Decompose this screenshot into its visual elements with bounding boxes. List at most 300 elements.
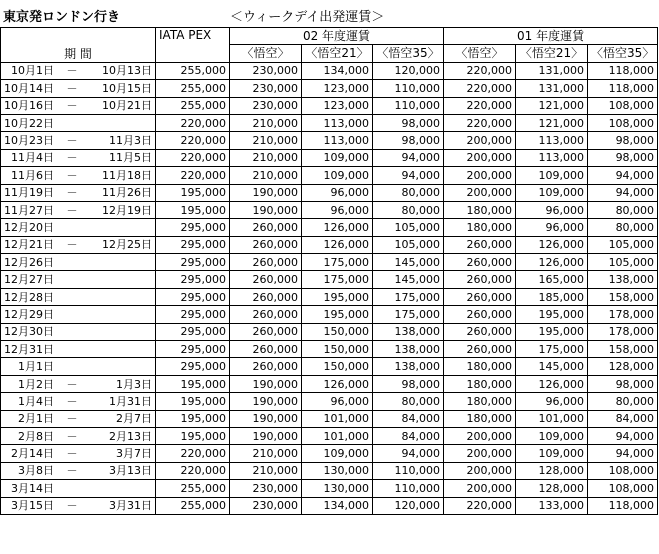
year02-goku21-cell: 126,000: [302, 375, 373, 392]
year02-goku35-cell: 98,000: [373, 375, 444, 392]
iata-pex-cell: 195,000: [156, 427, 230, 444]
year02-goku35-cell: 145,000: [373, 271, 444, 288]
period-from: 2月8日: [18, 429, 54, 443]
iata-pex-cell: 295,000: [156, 358, 230, 375]
year01-goku21-cell: 126,000: [516, 375, 588, 392]
period-to: 2月13日: [109, 429, 152, 443]
year02-goku-cell: 230,000: [230, 62, 302, 79]
table-body: [1, 62, 658, 514]
table-row: [1, 132, 658, 149]
year02-goku21-header: 〈悟空21〉: [302, 45, 373, 62]
year01-goku35-cell: 108,000: [588, 462, 658, 479]
year01-goku-cell: 200,000: [444, 462, 516, 479]
period-from: 11月19日: [4, 186, 54, 200]
period-to: 3月7日: [116, 447, 152, 461]
table-row: [1, 62, 658, 79]
period-dash: －: [66, 186, 78, 200]
period-from: 10月16日: [4, 99, 54, 113]
year02-goku-cell: 210,000: [230, 167, 302, 184]
fare-table: [0, 27, 658, 515]
iata-pex-cell: 220,000: [156, 149, 230, 166]
year02-goku-cell: 190,000: [230, 427, 302, 444]
year01-goku21-cell: 165,000: [516, 271, 588, 288]
year01-goku21-cell: 131,000: [516, 62, 588, 79]
year02-goku35-cell: 94,000: [373, 167, 444, 184]
year01-goku21-cell: 101,000: [516, 410, 588, 427]
period-cell: [1, 201, 156, 218]
year02-goku35-cell: 138,000: [373, 323, 444, 340]
table-row: [1, 375, 658, 392]
period-from: 2月14日: [11, 447, 54, 461]
year02-goku35-cell: 105,000: [373, 236, 444, 253]
period-cell: [1, 132, 156, 149]
period-from: 12月29日: [4, 307, 54, 321]
year02-goku-cell: 260,000: [230, 219, 302, 236]
year02-goku-cell: 190,000: [230, 184, 302, 201]
iata-pex-header: IATA PEX: [156, 28, 230, 63]
year01-goku21-cell: 195,000: [516, 323, 588, 340]
year02-goku-cell: 190,000: [230, 375, 302, 392]
period-cell: [1, 236, 156, 253]
year02-goku21-cell: 96,000: [302, 393, 373, 410]
period-from: 10月22日: [4, 116, 54, 130]
year01-goku35-cell: 80,000: [588, 393, 658, 410]
iata-pex-cell: 220,000: [156, 445, 230, 462]
year01-goku35-cell: 138,000: [588, 271, 658, 288]
iata-pex-cell: 295,000: [156, 323, 230, 340]
period-from: 1月2日: [18, 377, 54, 391]
year02-goku21-cell: 195,000: [302, 306, 373, 323]
year01-goku35-cell: 118,000: [588, 62, 658, 79]
year02-goku35-cell: 80,000: [373, 201, 444, 218]
year02-goku21-cell: 96,000: [302, 184, 373, 201]
year02-goku21-cell: 150,000: [302, 323, 373, 340]
table-row: [1, 236, 658, 253]
year02-goku21-cell: 113,000: [302, 132, 373, 149]
year01-goku35-cell: 80,000: [588, 219, 658, 236]
year02-goku35-cell: 80,000: [373, 393, 444, 410]
year01-goku-cell: 180,000: [444, 410, 516, 427]
period-cell: [1, 62, 156, 79]
year01-goku35-cell: 108,000: [588, 480, 658, 497]
table-row: [1, 480, 658, 497]
period-from: 12月28日: [4, 290, 54, 304]
year01-header: 01 年度運賃: [444, 28, 658, 45]
year02-goku-cell: 260,000: [230, 341, 302, 358]
year02-goku35-cell: 110,000: [373, 97, 444, 114]
year01-goku-cell: 200,000: [444, 427, 516, 444]
year02-goku35-cell: 84,000: [373, 427, 444, 444]
period-from: 2月1日: [18, 412, 54, 426]
period-to: 3月13日: [109, 464, 152, 478]
period-cell: [1, 97, 156, 114]
year01-goku21-cell: 185,000: [516, 288, 588, 305]
year02-header: 02 年度運賃: [230, 28, 444, 45]
table-row: [1, 323, 658, 340]
year02-goku21-cell: 175,000: [302, 271, 373, 288]
year02-goku21-cell: 101,000: [302, 410, 373, 427]
year01-goku21-cell: 113,000: [516, 132, 588, 149]
table-title: 東京発ロンドン行き: [3, 10, 121, 25]
year01-goku21-cell: 145,000: [516, 358, 588, 375]
year01-goku-header: 〈悟空〉: [444, 45, 516, 62]
year02-goku35-cell: 80,000: [373, 184, 444, 201]
year01-goku35-cell: 105,000: [588, 236, 658, 253]
iata-pex-cell: 255,000: [156, 480, 230, 497]
period-from: 1月4日: [18, 394, 54, 408]
iata-pex-cell: 295,000: [156, 341, 230, 358]
year02-goku-cell: 190,000: [230, 393, 302, 410]
period-from: 12月26日: [4, 255, 54, 269]
year01-goku21-cell: 128,000: [516, 480, 588, 497]
period-from: 3月14日: [11, 481, 54, 495]
year01-goku-cell: 260,000: [444, 341, 516, 358]
iata-pex-cell: 195,000: [156, 201, 230, 218]
year01-goku21-cell: 133,000: [516, 497, 588, 514]
year01-goku-cell: 200,000: [444, 445, 516, 462]
period-to: 2月7日: [116, 412, 152, 426]
year02-goku-cell: 260,000: [230, 323, 302, 340]
year01-goku35-header: 〈悟空35〉: [588, 45, 658, 62]
period-cell: [1, 114, 156, 131]
table-row: [1, 254, 658, 271]
period-to: 3月31日: [109, 499, 152, 513]
table-row: [1, 219, 658, 236]
table-row: [1, 445, 658, 462]
iata-pex-cell: 295,000: [156, 306, 230, 323]
period-to: 10月21日: [102, 99, 152, 113]
period-cell: [1, 480, 156, 497]
year01-goku21-cell: 126,000: [516, 254, 588, 271]
year01-goku21-cell: 96,000: [516, 393, 588, 410]
period-dash: －: [66, 429, 78, 443]
year01-goku-cell: 180,000: [444, 375, 516, 392]
year02-goku21-cell: 134,000: [302, 497, 373, 514]
year01-goku21-cell: 109,000: [516, 167, 588, 184]
period-cell: [1, 288, 156, 305]
year02-goku-header: 〈悟空〉: [230, 45, 302, 62]
table-subtitle: ＜ウィークデイ出発運賃＞: [230, 10, 385, 25]
iata-pex-cell: 295,000: [156, 219, 230, 236]
year02-goku21-cell: 175,000: [302, 254, 373, 271]
period-dash: －: [66, 447, 78, 461]
period-from: 11月4日: [11, 151, 54, 165]
year01-goku21-cell: 121,000: [516, 97, 588, 114]
period-dash: －: [66, 412, 78, 426]
iata-pex-cell: 195,000: [156, 375, 230, 392]
year01-goku35-cell: 108,000: [588, 114, 658, 131]
year02-goku-cell: 210,000: [230, 114, 302, 131]
year01-goku35-cell: 108,000: [588, 97, 658, 114]
year01-goku35-cell: 94,000: [588, 445, 658, 462]
table-row: [1, 393, 658, 410]
year01-goku-cell: 200,000: [444, 184, 516, 201]
period-cell: [1, 149, 156, 166]
period-cell: [1, 358, 156, 375]
year02-goku21-cell: 101,000: [302, 427, 373, 444]
year02-goku21-cell: 113,000: [302, 114, 373, 131]
year02-goku35-cell: 175,000: [373, 306, 444, 323]
iata-pex-cell: 220,000: [156, 114, 230, 131]
period-from: 3月8日: [18, 464, 54, 478]
year01-goku35-cell: 84,000: [588, 410, 658, 427]
year02-goku21-cell: 130,000: [302, 480, 373, 497]
iata-pex-cell: 255,000: [156, 97, 230, 114]
year01-goku21-cell: 131,000: [516, 80, 588, 97]
period-dash: －: [66, 499, 78, 513]
period-dash: －: [66, 238, 78, 252]
period-cell: [1, 427, 156, 444]
period-from: 12月30日: [4, 325, 54, 339]
period-to: 10月13日: [102, 64, 152, 78]
year01-goku21-cell: 126,000: [516, 236, 588, 253]
year01-goku35-cell: 94,000: [588, 167, 658, 184]
table-row: [1, 288, 658, 305]
year01-goku21-cell: 109,000: [516, 445, 588, 462]
year01-goku35-cell: 128,000: [588, 358, 658, 375]
year02-goku-cell: 260,000: [230, 236, 302, 253]
year02-goku21-cell: 96,000: [302, 201, 373, 218]
year01-goku-cell: 200,000: [444, 480, 516, 497]
year02-goku-cell: 230,000: [230, 97, 302, 114]
year02-goku21-cell: 109,000: [302, 167, 373, 184]
year02-goku35-cell: 98,000: [373, 114, 444, 131]
year01-goku35-cell: 158,000: [588, 288, 658, 305]
year01-goku-cell: 220,000: [444, 62, 516, 79]
year02-goku35-cell: 94,000: [373, 149, 444, 166]
period-dash: －: [66, 134, 78, 148]
year01-goku-cell: 220,000: [444, 114, 516, 131]
period-from: 10月14日: [4, 81, 54, 95]
iata-pex-cell: 220,000: [156, 462, 230, 479]
year02-goku-cell: 190,000: [230, 201, 302, 218]
iata-pex-cell: 195,000: [156, 393, 230, 410]
table-row: [1, 497, 658, 514]
year02-goku35-cell: 145,000: [373, 254, 444, 271]
year01-goku-cell: 260,000: [444, 254, 516, 271]
period-from: 12月31日: [4, 342, 54, 356]
period-to: 11月5日: [109, 151, 152, 165]
period-from: 12月27日: [4, 273, 54, 287]
year01-goku-cell: 260,000: [444, 306, 516, 323]
year01-goku35-cell: 178,000: [588, 323, 658, 340]
year02-goku35-cell: 138,000: [373, 341, 444, 358]
iata-pex-cell: 295,000: [156, 271, 230, 288]
period-cell: [1, 341, 156, 358]
year01-goku-cell: 180,000: [444, 219, 516, 236]
period-cell: [1, 219, 156, 236]
year01-goku35-cell: 94,000: [588, 184, 658, 201]
iata-pex-cell: 295,000: [156, 254, 230, 271]
year02-goku35-cell: 94,000: [373, 445, 444, 462]
table-row: [1, 97, 658, 114]
table-row: [1, 149, 658, 166]
year01-goku21-cell: 113,000: [516, 149, 588, 166]
year01-goku21-header: 〈悟空21〉: [516, 45, 588, 62]
year01-goku-cell: 260,000: [444, 323, 516, 340]
year01-goku35-cell: 94,000: [588, 427, 658, 444]
year01-goku35-cell: 98,000: [588, 375, 658, 392]
year02-goku21-cell: 123,000: [302, 97, 373, 114]
year02-goku21-cell: 126,000: [302, 236, 373, 253]
period-dash: －: [66, 168, 78, 182]
year02-goku-cell: 260,000: [230, 271, 302, 288]
iata-pex-cell: 255,000: [156, 80, 230, 97]
year01-goku21-cell: 195,000: [516, 306, 588, 323]
year01-goku21-cell: 128,000: [516, 462, 588, 479]
table-row: [1, 80, 658, 97]
year01-goku-cell: 220,000: [444, 497, 516, 514]
year02-goku21-cell: 195,000: [302, 288, 373, 305]
year02-goku21-cell: 150,000: [302, 341, 373, 358]
period-from: 12月21日: [4, 238, 54, 252]
year02-goku35-cell: 110,000: [373, 480, 444, 497]
table-row: [1, 167, 658, 184]
year02-goku21-cell: 123,000: [302, 80, 373, 97]
year01-goku21-cell: 96,000: [516, 201, 588, 218]
period-cell: [1, 375, 156, 392]
iata-pex-cell: 220,000: [156, 167, 230, 184]
year01-goku35-cell: 98,000: [588, 149, 658, 166]
period-dash: －: [66, 203, 78, 217]
table-row: [1, 358, 658, 375]
period-to: 1月3日: [116, 377, 152, 391]
table-row: [1, 184, 658, 201]
year02-goku35-cell: 138,000: [373, 358, 444, 375]
year02-goku21-cell: 109,000: [302, 149, 373, 166]
year02-goku35-cell: 175,000: [373, 288, 444, 305]
period-cell: [1, 184, 156, 201]
year02-goku-cell: 230,000: [230, 497, 302, 514]
year02-goku21-cell: 150,000: [302, 358, 373, 375]
year01-goku21-cell: 109,000: [516, 184, 588, 201]
year01-goku-cell: 200,000: [444, 149, 516, 166]
year01-goku-cell: 260,000: [444, 236, 516, 253]
table-row: [1, 427, 658, 444]
period-dash: －: [66, 394, 78, 408]
period-cell: [1, 323, 156, 340]
year01-goku35-cell: 105,000: [588, 254, 658, 271]
year02-goku35-cell: 110,000: [373, 462, 444, 479]
period-dash: －: [66, 464, 78, 478]
period-cell: [1, 167, 156, 184]
period-dash: －: [66, 151, 78, 165]
year02-goku21-cell: 134,000: [302, 62, 373, 79]
period-header: 期 間: [1, 28, 156, 63]
period-cell: [1, 462, 156, 479]
year02-goku-cell: 260,000: [230, 288, 302, 305]
year02-goku-cell: 260,000: [230, 306, 302, 323]
year01-goku-cell: 180,000: [444, 201, 516, 218]
year01-goku35-cell: 80,000: [588, 201, 658, 218]
year02-goku-cell: 210,000: [230, 149, 302, 166]
period-cell: [1, 254, 156, 271]
period-cell: [1, 410, 156, 427]
table-row: [1, 114, 658, 131]
period-to: 12月25日: [102, 238, 152, 252]
year02-goku35-cell: 84,000: [373, 410, 444, 427]
year02-goku-cell: 230,000: [230, 80, 302, 97]
period-from: 10月1日: [11, 64, 54, 78]
period-dash: －: [66, 64, 78, 78]
year01-goku-cell: 200,000: [444, 132, 516, 149]
period-to: 12月19日: [102, 203, 152, 217]
year02-goku21-cell: 126,000: [302, 219, 373, 236]
iata-pex-cell: 295,000: [156, 236, 230, 253]
period-dash: －: [66, 377, 78, 391]
year02-goku35-cell: 98,000: [373, 132, 444, 149]
year01-goku-cell: 260,000: [444, 271, 516, 288]
year02-goku35-cell: 105,000: [373, 219, 444, 236]
year01-goku-cell: 220,000: [444, 97, 516, 114]
year01-goku35-cell: 118,000: [588, 497, 658, 514]
table-row: [1, 306, 658, 323]
period-from: 11月6日: [11, 168, 54, 182]
year02-goku-cell: 230,000: [230, 480, 302, 497]
period-from: 10月23日: [4, 134, 54, 148]
period-cell: [1, 306, 156, 323]
period-dash: －: [66, 99, 78, 113]
table-row: [1, 410, 658, 427]
period-from: 1月1日: [18, 360, 54, 374]
year01-goku21-cell: 175,000: [516, 341, 588, 358]
year02-goku35-header: 〈悟空35〉: [373, 45, 444, 62]
year01-goku21-cell: 109,000: [516, 427, 588, 444]
period-from: 11月27日: [4, 203, 54, 217]
year01-goku35-cell: 158,000: [588, 341, 658, 358]
period-cell: [1, 80, 156, 97]
year01-goku-cell: 260,000: [444, 288, 516, 305]
iata-pex-cell: 220,000: [156, 132, 230, 149]
year01-goku-cell: 180,000: [444, 358, 516, 375]
year01-goku21-cell: 96,000: [516, 219, 588, 236]
period-cell: [1, 497, 156, 514]
period-from: 12月20日: [4, 220, 54, 234]
year01-goku21-cell: 121,000: [516, 114, 588, 131]
period-from: 3月15日: [11, 499, 54, 513]
period-to: 10月15日: [102, 81, 152, 95]
year02-goku-cell: 190,000: [230, 410, 302, 427]
year02-goku21-cell: 109,000: [302, 445, 373, 462]
period-to: 11月18日: [102, 168, 152, 182]
period-to: 11月26日: [102, 186, 152, 200]
year02-goku35-cell: 120,000: [373, 497, 444, 514]
iata-pex-cell: 295,000: [156, 288, 230, 305]
iata-pex-cell: 195,000: [156, 410, 230, 427]
iata-pex-cell: 255,000: [156, 497, 230, 514]
table-header: [1, 28, 658, 63]
table-row: [1, 462, 658, 479]
year02-goku-cell: 210,000: [230, 462, 302, 479]
year01-goku-cell: 180,000: [444, 393, 516, 410]
period-cell: [1, 445, 156, 462]
period-cell: [1, 393, 156, 410]
year02-goku-cell: 210,000: [230, 132, 302, 149]
table-row: [1, 271, 658, 288]
year01-goku-cell: 200,000: [444, 167, 516, 184]
period-dash: －: [66, 81, 78, 95]
period-to: 1月31日: [109, 394, 152, 408]
period-to: 11月3日: [109, 134, 152, 148]
year02-goku21-cell: 130,000: [302, 462, 373, 479]
year02-goku35-cell: 120,000: [373, 62, 444, 79]
year01-goku35-cell: 98,000: [588, 132, 658, 149]
year02-goku-cell: 260,000: [230, 254, 302, 271]
year02-goku35-cell: 110,000: [373, 80, 444, 97]
year01-goku35-cell: 178,000: [588, 306, 658, 323]
year02-goku-cell: 210,000: [230, 445, 302, 462]
table-row: [1, 201, 658, 218]
